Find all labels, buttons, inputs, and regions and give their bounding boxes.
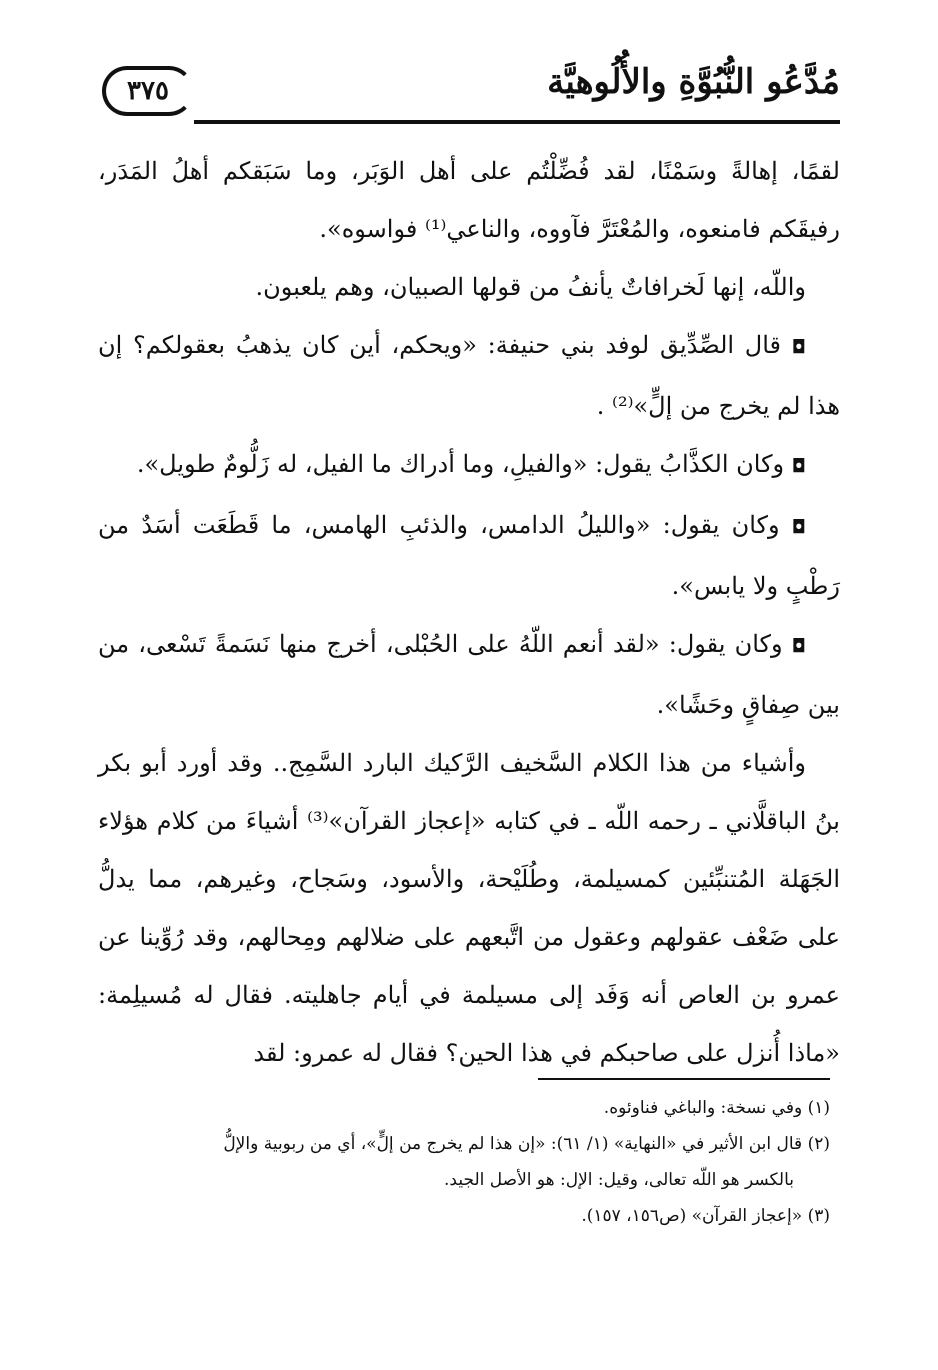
footnotes: [98, 1090, 830, 1234]
footnote-2-continued: بالكسر هو اللّه تعالى، وقيل: الإل: هو الأصل الجيد.: [444, 1170, 794, 1190]
paragraph-3-text: قال الصِّدِّيق لوفد بني حنيفة: «ويحكم، أين كان يذهبُ بعقولكم؟ إن هذا لم يخرج من إلٍّ»⁽²⁾ .: [98, 331, 840, 420]
footnote-1: (١) وفي نسخة: والباغي فناوئوه.: [603, 1098, 830, 1118]
section-box-icon: ◘: [791, 337, 806, 358]
paragraph-1: لقمًا، إهالةً وسَمْنًا، لقد فُضِّلْتُم على أهل الوَبَر، وما سَبَقكم أهلُ المَدَر، رفيقَكم فامنعوه، والمُعْتَرَّ فآووه، والناعي⁽¹⁾ فواسوه».: [98, 157, 840, 243]
footnote-3: (٣) «إعجاز القرآن» (ص١٥٦، ١٥٧).: [581, 1206, 830, 1226]
running-title: مُدَّعُو النُّبُوَّةِ والأُلُوهيَّة: [547, 62, 840, 102]
paragraph-5: [98, 496, 840, 615]
page-number: ٣٧٥: [102, 66, 194, 116]
paragraph-3: [98, 316, 840, 435]
paragraph-2: واللّه، إنها لَخرافاتٌ يأنفُ من قولها الصبيان، وهم يلعبون.: [255, 273, 806, 301]
section-box-icon: ◘: [791, 517, 807, 538]
section-box-icon: ◘: [791, 636, 806, 657]
paragraph-4-text: وكان الكذَّابُ يقول: «والفيلِ، وما أدراك ما الفيل، له زَلُّومٌ طويل».: [136, 450, 785, 478]
header-rule: [194, 120, 840, 124]
body-text: [98, 142, 840, 1082]
paragraph-7: وأشياء من هذا الكلام السَّخيف الرَّكيك البارد السَّمِج.. وقد أورد أبو بكر بنُ الباقلَّاني ـ رحمه اللّه ـ في كتابه «إعجاز القرآن»⁽³⁾ أشياءَ من كلام هؤلاء الجَهَلة المُتنبِّئين كمسيلمة، وطُلَيْحة، والأسود، وسَجاح، وغيرهم، مما يدلُّ على ضَعْف عقولهم وعقول من اتَّبعهم على ضلالهم ومِحالهم، وقد رُوِّينا عن عمرو بن العاص أنه وَفَد إلى مسيلمة في أيام جاهليته. فقال له مُسيلِمة: «ماذا أُنزل على صاحبكم في هذا الحين؟ فقال له عمرو: لقد: [98, 749, 840, 1067]
section-box-icon: ◘: [791, 456, 806, 477]
paragraph-4: [98, 435, 840, 496]
footnote-2: (٢) قال ابن الأثير في «النهاية» (١/ ٦١): «إن هذا لم يخرج من إلٍّ»، أي من ربوبية والإلُّ: [223, 1134, 830, 1154]
paragraph-5-text: وكان يقول: «والليلُ الدامس، والذئبِ الهامس، ما قَطَعَت أسَدٌ من رَطْبٍ ولا يابس».: [98, 511, 840, 600]
page-header: [98, 58, 840, 128]
paragraph-6: [98, 615, 840, 734]
paragraph-6-text: وكان يقول: «لقد أنعم اللّهُ على الحُبْلى، أخرج منها نَسَمةً تَسْعى، من بين صِفاقٍ وحَشًا».: [98, 630, 840, 719]
footnote-rule: [538, 1078, 830, 1080]
